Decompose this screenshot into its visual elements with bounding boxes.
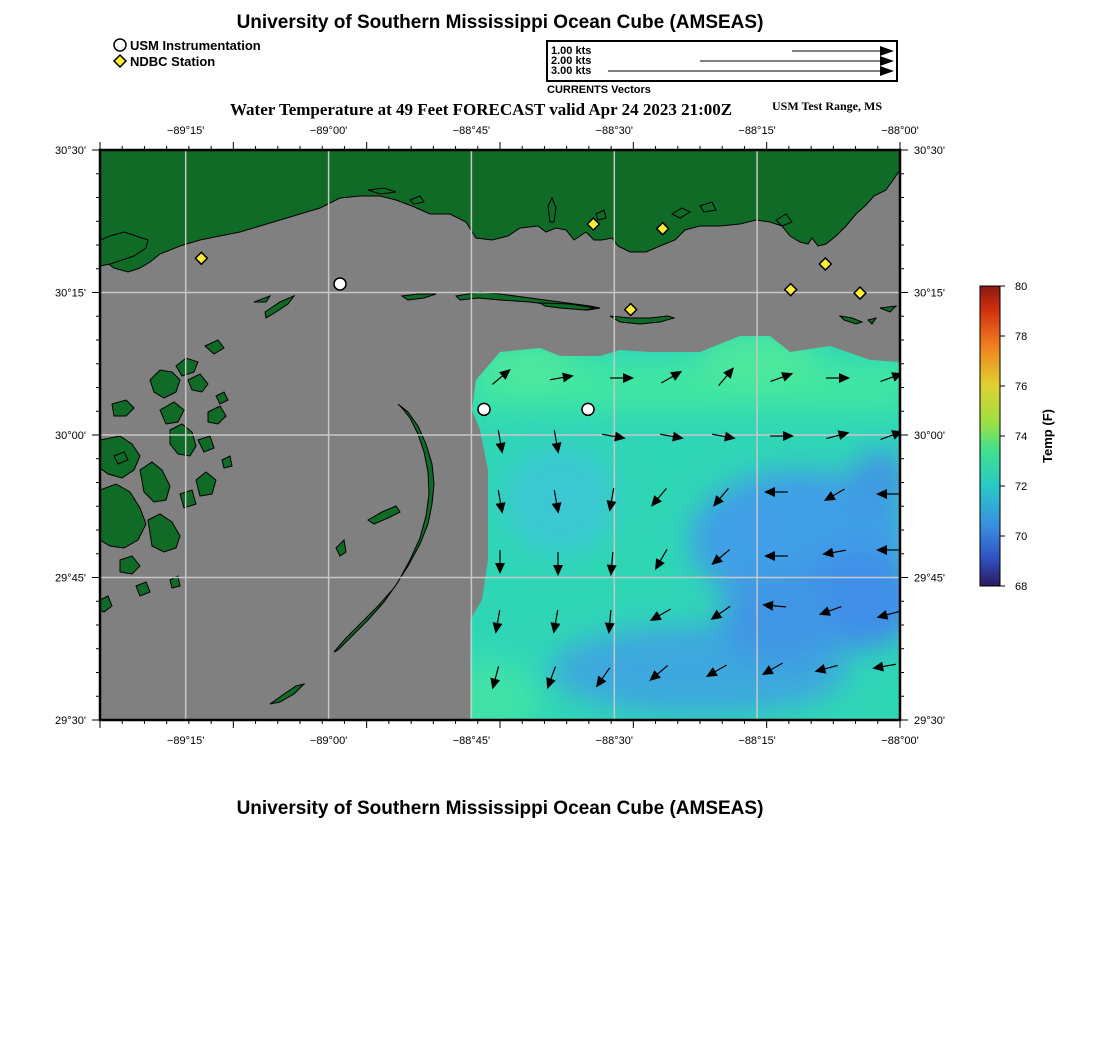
lat-label-left-2: 30°15': [55, 287, 86, 300]
lat-label-right-1: 30°30': [914, 145, 945, 157]
colorbar-tick-72: 72: [1015, 481, 1028, 493]
colorbar-tick-68: 68: [1015, 581, 1028, 593]
map-subtitle: Water Temperature at 49 Feet FORECAST valid Apr 24 2023 21:00Z: [230, 100, 733, 119]
lon-label-bottom-6: −88°00': [881, 735, 919, 747]
lon-label-bottom-1: −89°15': [166, 735, 205, 747]
lat-label-left-5: 29°30': [55, 715, 86, 727]
lat-label-right-5: 29°30': [914, 715, 945, 727]
temperature-colorbar: [970, 276, 1090, 596]
lon-label-top-1: −89°15': [166, 125, 205, 137]
range-name: USM Test Range, MS: [772, 99, 883, 113]
colorbar-tick-74: 74: [1015, 431, 1028, 443]
colorbar-ramp: [980, 286, 1000, 586]
page-title: University of Southern Mississippi Ocean Cube (AMSEAS): [236, 12, 764, 33]
footer-title: University of Southern Mississippi Ocean Cube (AMSEAS): [236, 798, 764, 819]
colorbar-tick-76: 76: [1015, 381, 1028, 393]
lon-label-bottom-3: −88°45': [452, 735, 491, 747]
lon-label-top-2: −89°00': [309, 125, 348, 137]
lat-label-left-4: 29°45': [55, 572, 86, 585]
legend-label-usm: USM Instrumentation: [130, 37, 261, 53]
legend-label-ndbc: NDBC Station: [130, 53, 216, 69]
colorbar-label: Temp (F): [1040, 409, 1055, 463]
lat-label-left-3: 30°00': [55, 430, 86, 442]
vector-key-label-1: 1.00 kts: [551, 45, 592, 57]
vector-key-label-2: 2.00 kts: [551, 55, 592, 67]
lon-label-bottom-4: −88°30': [595, 735, 634, 747]
lat-label-right-2: 30°15': [914, 287, 945, 300]
lon-label-bottom-2: −89°00': [309, 735, 348, 747]
usm-instrument-marker[interactable]: [334, 278, 346, 290]
lon-label-top-5: −88°15': [738, 125, 776, 137]
colorbar-tick-80: 80: [1015, 281, 1028, 293]
lon-label-top-3: −88°45': [452, 125, 491, 137]
usm-instrument-marker[interactable]: [478, 403, 490, 415]
lat-label-left-1: 30°30': [55, 145, 86, 157]
vector-key-label-3: 3.00 kts: [551, 65, 592, 77]
lat-label-right-3: 30°00': [914, 430, 945, 442]
lon-label-bottom-5: −88°15': [738, 735, 776, 747]
lon-label-top-6: −88°00': [881, 125, 919, 137]
colorbar-tick-78: 78: [1015, 331, 1028, 343]
usm-instrument-marker[interactable]: [582, 403, 594, 415]
lat-label-right-4: 29°45': [914, 572, 945, 585]
vector-key-caption: CURRENTS Vectors: [547, 84, 651, 96]
lon-label-top-4: −88°30': [595, 125, 634, 137]
colorbar-tick-70: 70: [1015, 531, 1028, 543]
